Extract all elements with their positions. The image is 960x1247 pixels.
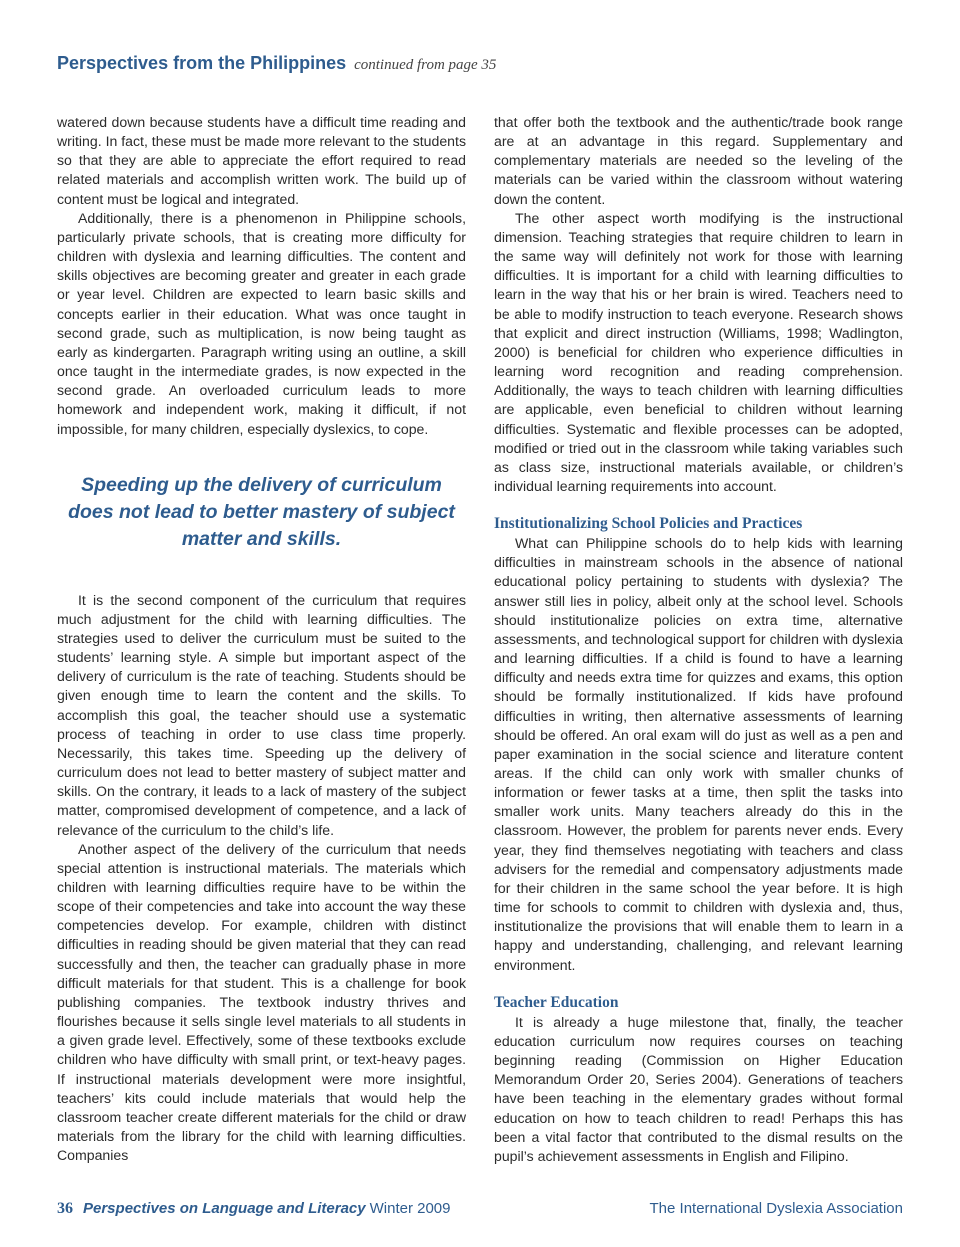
right-paragraph-1: that offer both the textbook and the authentic/trade book range are at an advantage in this regard. Supplementary and complementary materials are needed so the leveling of the materials can be varied within the classroom without watering down the content.: [494, 114, 903, 207]
left-column: [57, 113, 466, 1165]
pull-quote: Speeding up the delivery of curriculum does not lead to better mastery of subject matter and skills.: [68, 473, 455, 550]
right-column: [494, 113, 903, 1166]
page-header: [57, 53, 496, 74]
left-paragraph-3: It is the second component of the curriculum that requires much adjustment for the child with learning difficulties. The strategies used to deliver the curriculum must be suited to the students’ learning style. A simple but important aspect of the delivery of curriculum is the rate of teaching. Students should be given enough time to learn the content and the skills. To accomplish this goal, the teacher should use a systematic process of teaching in order to use class time properly. Necessarily, this takes time. Speeding up the delivery of curriculum does not lead to better mastery of subject matter and skills. On the contrary, it leads to a lack of mastery of the subject matter, compromised development of competence, and a lack of relevance of the curriculum to the child’s life.: [57, 591, 466, 838]
publication-name: Perspectives on Language and Literacy: [83, 1200, 366, 1217]
section-heading-teacher-education: Teacher Education: [494, 993, 619, 1011]
issue-label: Winter 2009: [369, 1200, 451, 1217]
page-footer: [57, 1200, 903, 1218]
organization-name: The International Dyslexia Association: [649, 1200, 903, 1217]
continued-note: continued from page 35: [354, 57, 497, 73]
left-paragraph-2: Additionally, there is a phenomenon in Philippine schools, particularly private schools, that is creating more difficulty for children with dyslexia and learning difficulties. The content and skills objectives are becoming greater and greater in each grade or year level. Children are expected to learn basic skills and concepts earlier in their education. What was once taught in second grade, such as multiplication, is now being taught as early as kindergarten. Paragraph writing using an outline, a skill once taught in the intermediate grades, is now expected in the second grade. An overloaded curriculum leads to more homework and independent work, making it difficult, if not impossible, for many children, especially dyslexics, to cope.: [57, 209, 466, 437]
right-paragraph-3: What can Philippine schools do to help kids with learning difficulties in mainstream schools in the absence of national educational policy pertaining to students with dyslexia? The answer still lies in policy, albeit only at the school level. Schools should institutionalize policies on extra time, alternative assessments, and technological support for children with dyslexia and learning difficulties. If a child is found to have a learning difficulty and needs extra time for quizzes and exams, this option should be formally institutionalized. If kids have profound difficulties in writing, then alternative assessments of learning should be offered. An oral exam will do just as well as a pen and paper examination in the social science and literature content areas. If the child can only work with smaller chunks of information or fewer tasks at a time, then split the tasks into smaller work units. Many teachers already do this in the classroom. However, the problem for parents never ends. Every year, they find themselves negotiating with teachers and class advisers for the remedial and compensatory adjustments made for their children in the same school the year before. It is high time for schools to commit to children with dyslexia and, thus, institutionalize the provisions that will enable them to learn in a happy and understanding, challenging, and relevant learning environment.: [494, 535, 903, 973]
right-paragraph-4: It is already a huge milestone that, finally, the teacher education curriculum now requires courses on teaching beginning reading (Commission on Higher Education Memorandum Order 20, Series 2004). Generations of teachers have been teaching in the elementary grades without formal education on how to teach children to read! Perhaps this has been a vital factor that contributed to the dismal results on the pupil’s achievement assessments in English and Filipino.: [494, 1013, 903, 1164]
left-paragraph-1: watered down because students have a difficult time reading and writing. In fact, these must be made more relevant to the students so that they are able to appreciate the effort required to read related materials and accomplish written work. The build up of content must be logical and integrated.: [57, 114, 466, 207]
article-title: Perspectives from the Philippines: [57, 53, 347, 73]
section-heading-institutionalizing: Institutionalizing School Policies and Practices: [494, 515, 803, 533]
left-paragraph-4: Another aspect of the delivery of the curriculum that needs special attention is instructional materials. The materials which children with learning difficulties require have to be within the scope of their competencies and take into account the way these competencies develop. For example, children with distinct difficulties in reading should be given material that they can read successfully and then, the teacher can gradually phase in more difficult materials for that student. This is a challenge for book publishing companies. The textbook industry thrives and flourishes because it sells single level materials to all students in a given grade level. Effectively, some of these textbooks exclude children who have difficulty with small print, or text-heavy pages. If instructional materials development were more insightful, teachers’ kits could include materials that would help the classroom teacher create different materials for the child or draw materials from the library for the child with learning difficulties. Companies: [57, 840, 466, 1164]
page-number: 36: [57, 1200, 73, 1217]
right-paragraph-2: The other aspect worth modifying is the instructional dimension. Teaching strategies that require children to learn in the same way will definitely not work for those with learning difficulties. It is important for a child with learning difficulties to learn in the way that his or her brain is wired. Teachers need to be able to modify instruction to teach everyone. Research shows that explicit and direct instruction (Williams, 1998; Wadlington, 2000) is beneficial for children who experience difficulties in learning word recognition and reading comprehension. Additionally, the ways to teach children with learning difficulties are applicable, even beneficial to children without learning difficulties. Systematic and flexible processes can be adopted, modified or tried out in the classroom while taking variables such as class size, instructional materials available, or children’s individual learning requirements into account.: [494, 209, 903, 494]
